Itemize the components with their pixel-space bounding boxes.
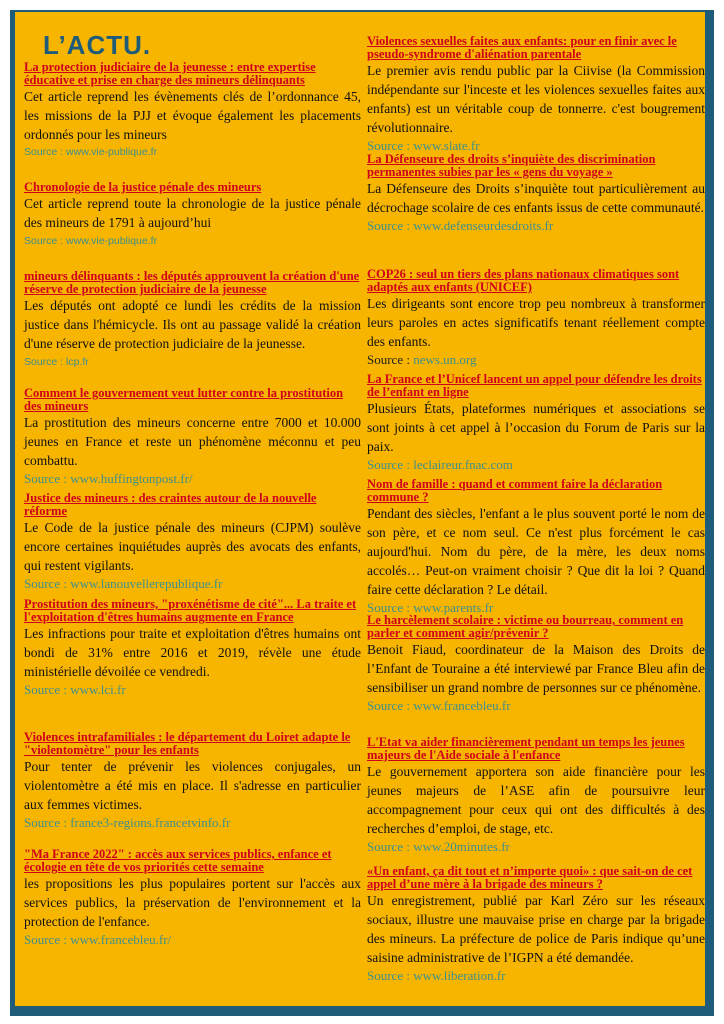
article-title[interactable]: Violences sexuelles faites aux enfants: pour en finir avec le pseudo-syndrome d'aliénation parentale <box>367 34 677 61</box>
article-left-4 <box>24 492 361 593</box>
article-title[interactable]: COP26 : seul un tiers des plans nationaux climatiques sont adaptés aux enfants (UNICEF) <box>367 267 680 294</box>
article-summary: Les députés ont adopté ce lundi les crédits de la mission justice dans l'hémicycle. Ils ont au passage validé la création d'une réserve de protection judiciaire de la jeunesse. <box>24 298 361 351</box>
article-source: Source : www.parents.fr <box>367 600 494 615</box>
article-summary: Benoit Fiaud, coordinateur de la Maison des Droits de l’Enfant de Touraine a été interviewé par France Bleu afin de sensibiliser un grand nombre de personnes sur ce phénomène. <box>367 642 705 695</box>
article-right-3 <box>367 373 705 474</box>
article-summary: La Défenseure des Droits s’inquiète tout particulièrement au décrochage scolaire de ces enfants issus de cette communauté. <box>367 181 705 215</box>
article-source: Source : www.francebleu.fr/ <box>24 932 172 947</box>
article-source: Source : www.lanouvellerepublique.fr <box>24 576 223 591</box>
article-summary: Le premier avis rendu public par la Ciivise (la Commission indépendante sur l'inceste et les violences sexuelles faites aux enfants) est un véritable coup de tonnerre. c'est bougrement révolutionnaire. <box>367 63 705 135</box>
article-source: Source : www.lci.fr <box>24 682 126 697</box>
article-source: Source : leclaireur.fnac.com <box>367 457 513 472</box>
article-summary: Les dirigeants sont encore trop peu nombreux à transformer leurs paroles en actes significatifs tenant réellement compte des enfants. <box>367 296 705 349</box>
article-source: Source : france3-regions.francetvinfo.fr <box>24 815 231 830</box>
article-title[interactable]: Violences intrafamiliales : le département du Loiret adapte le "violentomètre" pour les enfants <box>24 730 351 757</box>
article-left-0 <box>24 61 361 159</box>
source-link[interactable]: leclaireur.fnac.com <box>413 457 513 472</box>
article-source: Source : www.francebleu.fr <box>367 698 511 713</box>
article-right-5 <box>367 614 705 715</box>
article-right-4 <box>367 478 705 617</box>
article-source: Source : www.huffingtonpost.fr/ <box>24 471 193 486</box>
article-summary: Les infractions pour traite et exploitation d'êtres humains ont bondi de 31% entre 2016 et 2019, révèle une étude ministérielle dévoilée ce vendredi. <box>24 626 361 679</box>
article-source: Source : www.liberation.fr <box>367 968 506 983</box>
article-title[interactable]: La France et l’Unicef lancent un appel pour défendre les droits de l’enfant en ligne <box>367 372 702 399</box>
article-right-0 <box>367 35 705 155</box>
article-source: Source : www.slate.fr <box>367 138 480 153</box>
article-title[interactable]: "Ma France 2022" : accès aux services publics, enfance et écologie en tête de vos priorités cette semaine <box>24 847 332 874</box>
article-title[interactable]: L'Etat va aider financièrement pendant un temps les jeunes majeurs de l'Aide sociale à l'enfance <box>367 735 685 762</box>
article-right-6 <box>367 736 705 856</box>
article-summary: Cet article reprend toute la chronologie de la justice pénale des mineurs de 1791 à aujourd’hui <box>24 196 361 230</box>
article-summary: Pour tenter de prévenir les violences conjugales, un violentomètre a été mis en place. Il s'adresse en particulier aux femmes victimes. <box>24 759 361 812</box>
source-link[interactable]: www.lanouvellerepublique.fr <box>70 576 223 591</box>
article-source: Source : www.vie-publique.fr <box>24 146 158 158</box>
source-link[interactable]: www.francebleu.fr/ <box>70 932 172 947</box>
source-link[interactable]: www.liberation.fr <box>413 968 506 983</box>
article-right-2 <box>367 268 705 369</box>
section-title: L’ACTU. <box>43 30 152 60</box>
article-title[interactable]: Chronologie de la justice pénale des mineurs <box>24 180 262 194</box>
article-title[interactable]: Justice des mineurs : des craintes autour de la nouvelle réforme <box>24 491 317 518</box>
source-link[interactable]: news.un.org <box>413 352 477 367</box>
source-link[interactable]: www.lci.fr <box>70 682 126 697</box>
article-title[interactable]: Comment le gouvernement veut lutter contre la prostitution des mineurs <box>24 386 344 413</box>
article-title[interactable]: La protection judiciaire de la jeunesse : entre expertise éducative et prise en charge des mineurs délinquants <box>24 60 316 87</box>
article-right-1 <box>367 153 705 235</box>
source-link[interactable]: france3-regions.francetvinfo.fr <box>70 815 231 830</box>
article-right-7 <box>367 865 705 985</box>
article-title[interactable]: Le harcèlement scolaire : victime ou bourreau, comment en parler et comment agir/prévenir ? <box>367 613 684 640</box>
article-title[interactable]: La Défenseure des droits s’inquiète des discrimination permanentes subies par les « gens du voyage » <box>367 152 656 179</box>
source-link[interactable]: www.francebleu.fr <box>413 698 511 713</box>
article-title[interactable]: «Un enfant, ça dit tout et n’importe quoi» : que sait-on de cet appel d’une mère à la brigade des mineurs ? <box>367 864 693 891</box>
source-link[interactable]: www.vie-publique.fr <box>66 146 158 158</box>
article-source: Source : www.vie-publique.fr <box>24 235 158 247</box>
source-link[interactable]: www.slate.fr <box>413 138 480 153</box>
source-link[interactable]: www.huffingtonpost.fr/ <box>70 471 193 486</box>
source-link[interactable]: www.20minutes.fr <box>413 839 510 854</box>
article-summary: Pendant des siècles, l'enfant a le plus souvent porté le nom de son père, et ce nom seul. Ce n'est plus forcément le cas aujourd'hui. Nom du père, de la mère, les deux noms accolés… Peut-on vraiment choisir ? Que dit la loi ? Quand faire cette déclaration ? Le détail. <box>367 506 705 597</box>
article-summary: les propositions les plus populaires portent sur l'accès aux services publics, la préservation de l'environnement et la protection de l'enfance. <box>24 876 361 929</box>
article-left-1 <box>24 181 361 248</box>
article-source: Source : www.20minutes.fr <box>367 839 510 854</box>
article-left-5 <box>24 598 361 699</box>
article-source: Source : lcp.fr <box>24 356 89 368</box>
article-source: Source : news.un.org <box>367 352 477 367</box>
article-left-7 <box>24 848 361 949</box>
source-link[interactable]: www.parents.fr <box>413 600 494 615</box>
article-summary: Plusieurs États, plateformes numériques et associations se sont joints à cet appel à l’occasion du Forum de Paris sur la paix. <box>367 401 705 454</box>
article-title[interactable]: Prostitution des mineurs, "proxénétisme de cité"... La traite et l'exploitation d'êtres humains augmente en France <box>24 597 357 624</box>
source-link[interactable]: www.vie-publique.fr <box>66 235 158 247</box>
article-summary: La prostitution des mineurs concerne entre 7000 et 10.000 jeunes en France et reste un phénomène méconnu et peu combattu. <box>24 415 361 468</box>
article-summary: Le gouvernement apportera son aide financière pour les jeunes majeurs de l’ASE afin de poursuivre leur accompagnement pour ceux qui ont des difficultés à des recherches d’emploi, de stage, etc. <box>367 764 705 836</box>
article-source: Source : www.defenseurdesdroits.fr <box>367 218 554 233</box>
article-summary: Le Code de la justice pénale des mineurs (CJPM) soulève encore certaines inquiétudes auprès des avocats des enfants, qui restent vigilants. <box>24 520 361 573</box>
article-left-2 <box>24 270 361 369</box>
article-summary: Un enregistrement, publié par Karl Zéro sur les réseaux sociaux, illustre une mauvaise prise en charge par la brigade des mineurs. La préfecture de police de Paris indique qu’une saisine administrative de l’IGPN a été demandée. <box>367 893 705 965</box>
article-summary: Cet article reprend les évènements clés de l’ordonnance 45, les missions de la PJJ et évoque également les placements ordonnés pour les mineurs <box>24 89 361 142</box>
article-title[interactable]: mineurs délinquants : les députés approuvent la création d'une réserve de protection judiciaire de la jeunesse <box>24 269 360 296</box>
source-link[interactable]: www.defenseurdesdroits.fr <box>413 218 554 233</box>
source-link[interactable]: lcp.fr <box>66 356 89 368</box>
article-left-6 <box>24 731 361 832</box>
article-title[interactable]: Nom de famille : quand et comment faire la déclaration commune ? <box>367 477 663 504</box>
article-left-3 <box>24 387 361 488</box>
